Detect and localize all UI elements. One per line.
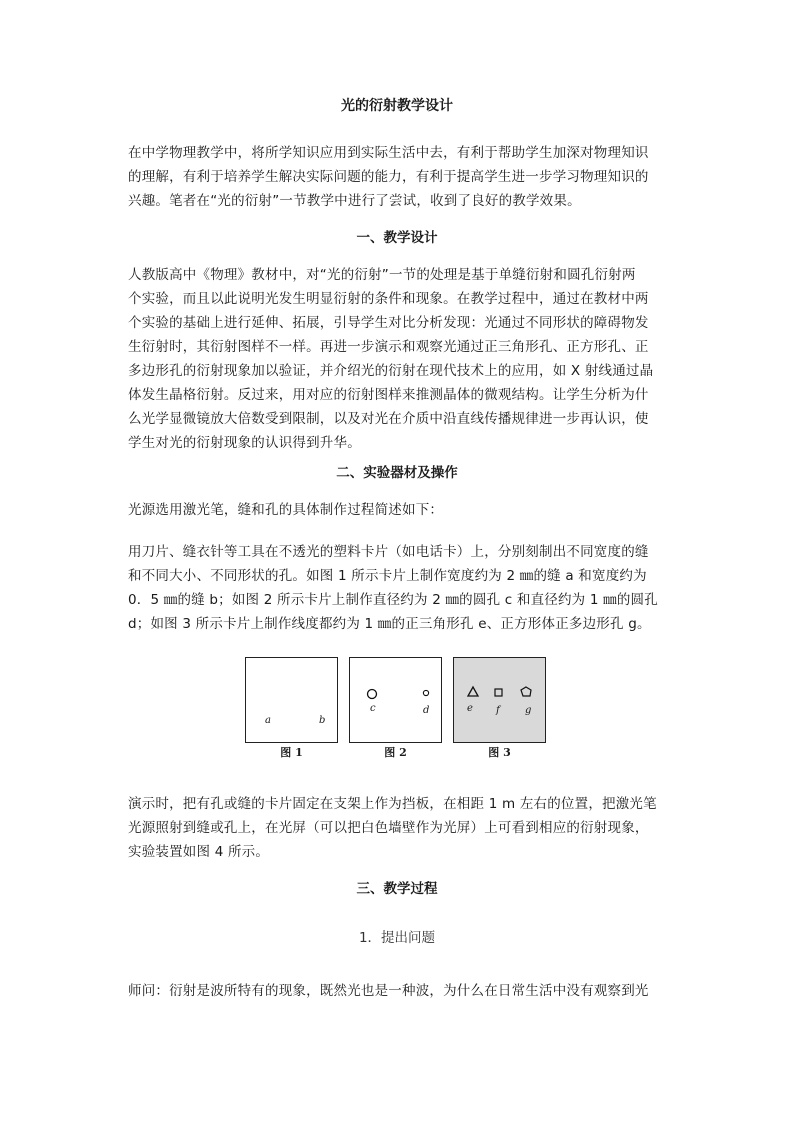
label-e: e bbox=[467, 703, 473, 714]
figure-3 bbox=[453, 657, 546, 767]
section3-paragraph bbox=[128, 979, 674, 1003]
section1-line: 个实验，而且以此说明光发生明显衍射的条件和现象。在教学过程中，通过在教材中两 bbox=[128, 291, 649, 307]
section2-line: 光源照射到缝或孔上，在光屏（可以把白色墙壁作为光屏）上可看到相应的衍射现象， bbox=[128, 820, 649, 836]
document-title: 光的衍射教学设计 bbox=[341, 98, 453, 114]
label-f: f bbox=[496, 705, 500, 716]
section1-line: 个实验的基础上进行延伸、拓展，引导学生对比分析发现：光通过不同形状的障碍物发 bbox=[128, 315, 649, 331]
intro-line: 兴趣。笔者在“光的衍射”一节教学中进行了尝试，收到了良好的教学效果。 bbox=[128, 193, 581, 209]
figure-1-caption: 图 1 bbox=[280, 746, 303, 759]
figure-3-caption: 图 3 bbox=[488, 746, 511, 759]
circle-hole-d bbox=[423, 690, 428, 695]
polygon-holes-drawing bbox=[454, 658, 545, 742]
section1-line: 生衍射时，其衍射图样不一样。再进一步演示和观察光通过正三角形孔、正方形孔、正 bbox=[128, 339, 649, 355]
section2-line: 演示时，把有孔或缝的卡片固定在支架上作为挡板，在相距 1 m 左右的位置，把激光笔 bbox=[128, 796, 657, 812]
round-holes-drawing bbox=[350, 658, 441, 742]
polygon-hole-g bbox=[521, 687, 531, 696]
label-a: a bbox=[265, 715, 271, 726]
section2-paragraph3 bbox=[128, 792, 674, 864]
triangle-hole-e bbox=[468, 687, 478, 696]
section2-heading: 二、实验器材及操作 bbox=[336, 465, 458, 481]
figures-row bbox=[245, 657, 550, 767]
square-hole-f bbox=[495, 689, 502, 696]
section3-subheading: 1．提出问题 bbox=[358, 930, 436, 946]
figure-1 bbox=[245, 657, 338, 767]
section3-line: 师问：衍射是波所特有的现象，既然光也是一种波，为什么在日常生活中没有观察到光 bbox=[128, 983, 649, 999]
card-slits bbox=[245, 657, 338, 743]
label-d: d bbox=[423, 705, 430, 716]
section1-line: 么光学显微镜放大倍数受到限制，以及对光在介质中沿直线传播规律进一步再认识，使 bbox=[128, 411, 649, 427]
section2-paragraph1 bbox=[128, 498, 674, 522]
section2-line: d；如图 3 所示卡片上制作线度都约为 1 ㎜的正三角形孔 e、正方形体正多边形孔 g。 bbox=[128, 616, 651, 632]
section1-line: 学生对光的衍射现象的认识得到升华。 bbox=[128, 435, 361, 451]
section2-paragraph2 bbox=[128, 540, 674, 636]
section2-line: 用刀片、缝衣针等工具在不透光的塑料卡片（如电话卡）上，分别刻制出不同宽度的缝 bbox=[128, 544, 649, 560]
section2-line: 光源选用激光笔，缝和孔的具体制作过程简述如下： bbox=[128, 502, 444, 518]
section1-line: 人教版高中《物理》教材中，对“光的衍射”一节的处理是基于单缝衍射和圆孔衍射两 bbox=[128, 267, 636, 283]
figure-2-caption: 图 2 bbox=[384, 746, 407, 759]
card-polygon-holes bbox=[453, 657, 546, 743]
section1-paragraph bbox=[128, 263, 674, 455]
label-g: g bbox=[525, 705, 532, 716]
intro-paragraph bbox=[128, 141, 674, 213]
section1-line: 体发生晶格衍射。反过来，用对应的衍射图样来推测晶体的微观结构。让学生分析为什 bbox=[128, 387, 649, 403]
section2-line: 0．5 ㎜的缝 b；如图 2 所示卡片上制作直径约为 2 ㎜的圆孔 c 和直径约为 1 ㎜的圆孔 bbox=[128, 592, 658, 608]
section2-line: 实验装置如图 4 所示。 bbox=[128, 844, 270, 860]
card-round-holes bbox=[349, 657, 442, 743]
label-c: c bbox=[370, 703, 376, 714]
circle-hole-c bbox=[368, 690, 377, 699]
label-b: b bbox=[319, 715, 326, 726]
section1-heading: 一、教学设计 bbox=[356, 230, 438, 246]
intro-line: 的理解，有利于培养学生解决实际问题的能力，有利于提高学生进一步学习物理知识的 bbox=[128, 169, 649, 185]
intro-line: 在中学物理教学中，将所学知识应用到实际生活中去，有利于帮助学生加深对物理知识 bbox=[128, 145, 649, 161]
section2-line: 和不同大小、不同形状的孔。如图 1 所示卡片上制作宽度约为 2 ㎜的缝 a 和宽度约为 bbox=[128, 568, 647, 584]
section1-line: 多边形孔的衍射现象加以验证，并介绍光的衍射在现代技术上的应用，如 X 射线通过晶 bbox=[128, 363, 654, 379]
figure-2 bbox=[349, 657, 442, 767]
section3-heading: 三、教学过程 bbox=[356, 881, 438, 897]
